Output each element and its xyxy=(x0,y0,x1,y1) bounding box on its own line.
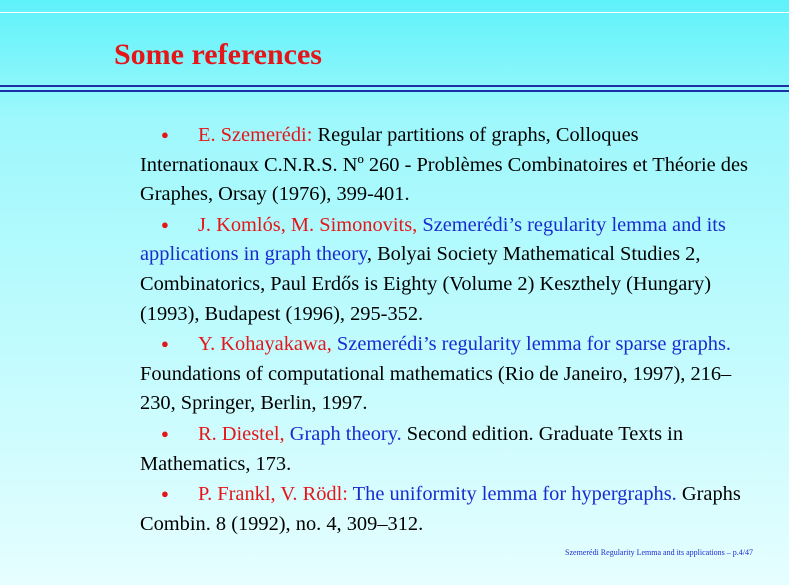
reference-authors: Y. Kohayakawa, xyxy=(198,333,332,356)
title-rule-lower xyxy=(0,90,789,92)
reference-list xyxy=(140,120,760,539)
reference-authors: J. Komlós, M. Simonovits, xyxy=(198,213,418,236)
reference-title: Graph theory. xyxy=(284,422,402,445)
top-rule xyxy=(0,12,789,13)
reference-authors: R. Diestel, xyxy=(198,422,285,445)
reference-title: Szemerédi’s regularity lemma and its applications in graph theory xyxy=(140,213,726,266)
reference-item xyxy=(140,479,760,539)
reference-item xyxy=(140,120,760,210)
bullet-icon: ● xyxy=(161,425,169,441)
reference-authors: P. Frankl, V. Rödl: xyxy=(198,483,348,506)
bullet-icon: ● xyxy=(161,127,169,142)
reference-details: Graphs Combin. 8 (1992), no. 4, 309–312. xyxy=(140,483,741,535)
reference-authors: E. Szemerédi: xyxy=(198,124,313,146)
reference-item xyxy=(140,419,760,479)
title-rule-upper xyxy=(0,85,789,87)
reference-details: Foundations of computational mathematics (Rio de Janeiro, 1997), 216–230, Springer, Berlin, 1997. xyxy=(140,362,732,415)
reference-item xyxy=(140,210,760,329)
reference-title: The uniformity lemma for hypergraphs. xyxy=(347,483,677,506)
slide-footer: Szemerédi Regularity Lemma and its applications – p.4/47 xyxy=(565,548,753,557)
reference-title: Szemerédi’s regularity lemma for sparse graphs. xyxy=(331,333,732,356)
reference-details: Regular partitions of graphs, Colloques Internationaux C.N.R.S. Nº 260 - Problèmes Combinatoires et Théorie des Graphes, Orsay (1976), 399-401. xyxy=(140,124,748,206)
slide-title: Some references xyxy=(114,38,322,71)
bullet-icon: ● xyxy=(161,486,169,502)
reference-details: , Bolyai Society Mathematical Studies 2, Combinatorics, Paul Erdős is Eighty (Volume 2) Keszthely (Hungary) (1993), Budapest (1996), 295-352. xyxy=(140,243,712,325)
bullet-icon: ● xyxy=(161,216,169,232)
bullet-icon: ● xyxy=(161,336,169,352)
reference-item xyxy=(140,329,760,419)
reference-details: Second edition. Graduate Texts in Mathematics, 173. xyxy=(140,422,684,475)
